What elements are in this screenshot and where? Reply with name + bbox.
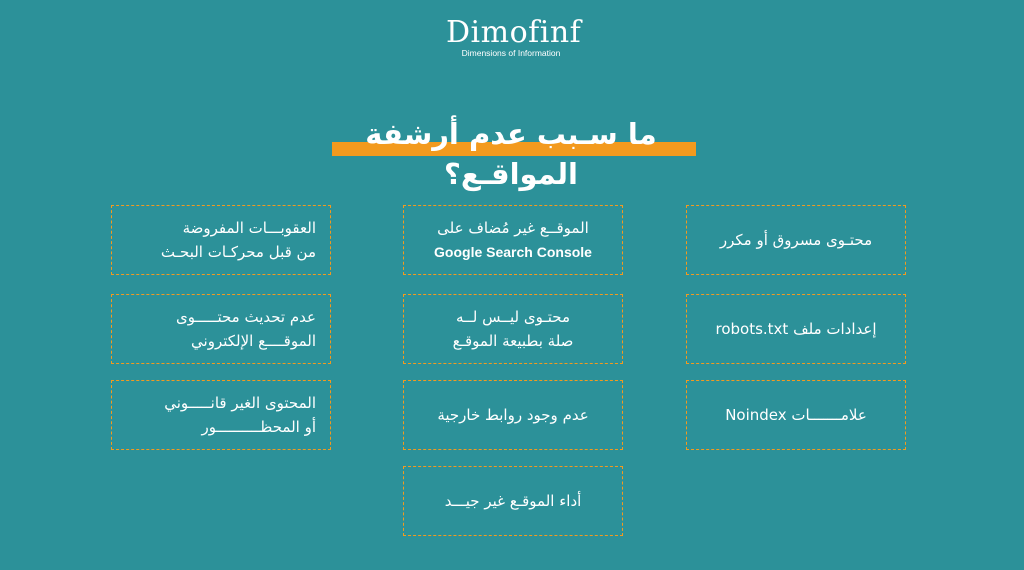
card-search-engine-penalties <box>111 205 331 275</box>
logo-tagline: Dimensions of Information <box>461 48 561 58</box>
card-unrelated-line2: صلة بطبيعة الموقـع <box>452 332 574 350</box>
card-poor-performance-label: أداء الموقـع غير جيـــد <box>444 492 582 510</box>
card-copied-content-label: محتـوى مسروق أو مكرر <box>719 231 873 249</box>
card-not-added-gsc-line2: Google Search Console <box>434 244 592 260</box>
card-not-updated-line2: الموقــــع الإلكتروني <box>191 332 316 350</box>
card-penalties-line2: من قبل محركـات البحـث <box>160 243 316 261</box>
card-illegal-line2: أو المحظــــــــــور <box>201 418 316 436</box>
card-copied-content <box>686 205 906 275</box>
card-no-external-links-label: عدم وجود روابط خارجية <box>437 406 589 424</box>
card-illegal-content <box>111 380 331 450</box>
card-not-updated-line1: عدم تحديث محتـــــوى <box>176 308 316 326</box>
logo <box>446 15 582 58</box>
logo-wordmark: Dimofinf <box>446 15 582 50</box>
title-text: ما سـبب عدم أرشفة المواقـع؟ <box>365 117 657 191</box>
card-not-added-gsc-line1: الموقــع غير مُضاف على <box>437 219 589 237</box>
card-penalties-line1: العقوبـــات المفروضة <box>182 219 316 237</box>
card-unrelated-content <box>403 294 623 364</box>
card-robots-settings <box>686 294 906 364</box>
card-poor-performance <box>403 466 623 536</box>
card-noindex-label: علامـــــــات Noindex <box>725 406 867 424</box>
card-unrelated-line1: محتـوى ليــس لــه <box>455 308 571 326</box>
page-title <box>326 114 696 191</box>
card-illegal-line1: المحتوى الغير قانـــــوني <box>164 394 316 412</box>
card-noindex <box>686 380 906 450</box>
card-not-added-gsc <box>403 205 623 275</box>
card-robots-label: إعدادات ملف robots.txt <box>715 320 877 338</box>
card-content-not-updated <box>111 294 331 364</box>
card-no-external-links <box>403 380 623 450</box>
